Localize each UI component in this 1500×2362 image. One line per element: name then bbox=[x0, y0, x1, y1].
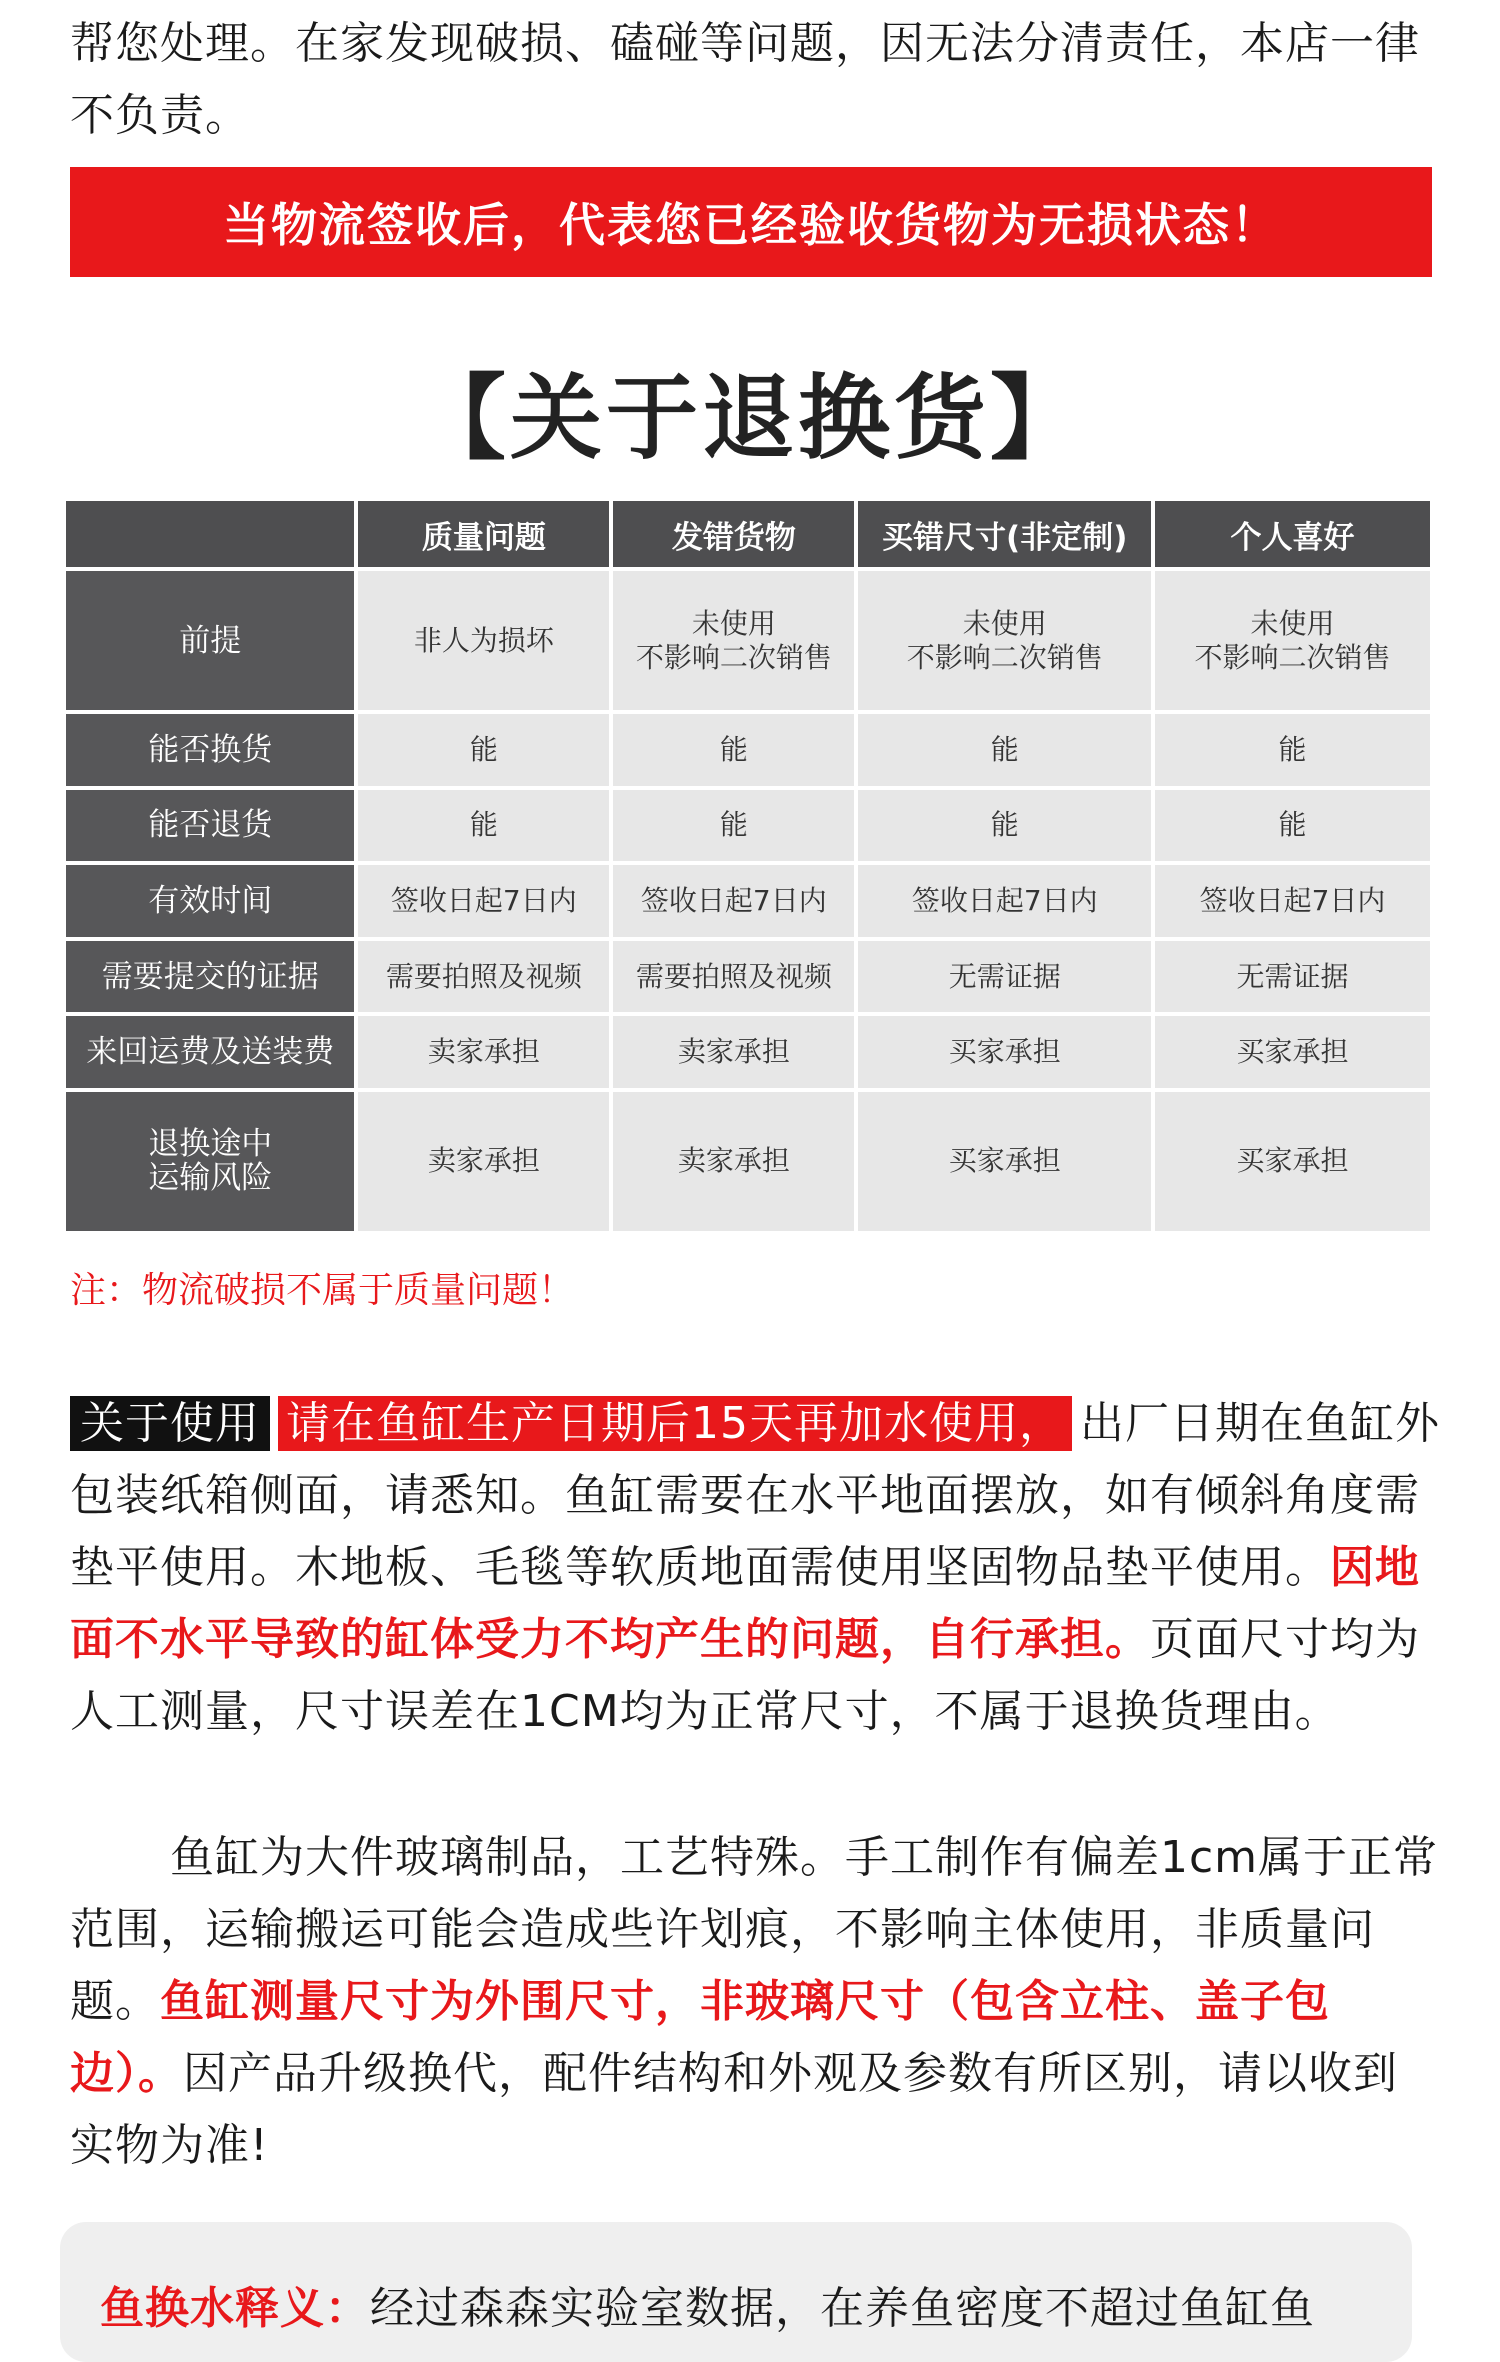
row-header: 前提 bbox=[66, 571, 354, 710]
tip-label: 鱼换水释义： bbox=[100, 2283, 370, 2334]
table-cell: 买家承担 bbox=[1155, 1016, 1430, 1088]
table-cell: 无需证据 bbox=[858, 941, 1151, 1013]
table-cell: 签收日起7日内 bbox=[1155, 865, 1430, 937]
table-cell: 能 bbox=[1155, 714, 1430, 786]
returns-heading: 【关于退换货】 bbox=[413, 365, 1086, 472]
usage-warning: 因地面不水平导致的缸体受力不均产生的问题，自行承担。 bbox=[70, 1542, 1420, 1665]
size-paragraph bbox=[70, 1822, 1440, 2182]
row-header: 有效时间 bbox=[66, 865, 354, 937]
intro-text: 帮您处理。在家发现破损、磕碰等问题，因无法分清责任，本店一律不负责。 bbox=[70, 18, 1420, 141]
usage-text-2: 页面尺寸均为人工测量，尺寸误差在1CM均为正常尺寸，不属于退换货理由。 bbox=[70, 1614, 1420, 1737]
table-row bbox=[66, 714, 1430, 786]
usage-paragraph bbox=[70, 1388, 1440, 1748]
inspection-banner bbox=[70, 167, 1432, 277]
table-body bbox=[66, 571, 1430, 1231]
table-cell: 签收日起7日内 bbox=[858, 865, 1151, 937]
table-cell: 买家承担 bbox=[858, 1092, 1151, 1231]
table-cell: 非人为损坏 bbox=[358, 571, 609, 710]
size-text: 鱼缸为大件玻璃制品，工艺特殊。手工制作有偏差1cm属于正常范围，运输搬运可能会造成些许划痕，不影响主体使用，非质量问题。 bbox=[70, 1832, 1439, 2027]
table-cell: 能 bbox=[358, 714, 609, 786]
table-cell: 无需证据 bbox=[1155, 941, 1430, 1013]
table-cell: 签收日起7日内 bbox=[613, 865, 854, 937]
table-row bbox=[66, 1016, 1430, 1088]
row-header: 能否换货 bbox=[66, 714, 354, 786]
table-cell: 能 bbox=[358, 790, 609, 862]
table-cell: 能 bbox=[613, 714, 854, 786]
row-header: 退换途中 运输风险 bbox=[66, 1092, 354, 1231]
returns-table bbox=[62, 497, 1434, 1235]
table-cell: 卖家承担 bbox=[613, 1016, 854, 1088]
table-cell: 卖家承担 bbox=[613, 1092, 854, 1231]
table-row bbox=[66, 941, 1430, 1013]
inspection-banner-text: 当物流签收后，代表您已经验收货物为无损状态！ bbox=[223, 198, 1279, 252]
water-change-tip bbox=[60, 2222, 1412, 2362]
column-header: 发错货物 bbox=[613, 501, 854, 567]
table-cell: 能 bbox=[858, 790, 1151, 862]
column-header: 个人喜好 bbox=[1155, 501, 1430, 567]
table-cell: 能 bbox=[613, 790, 854, 862]
table-row bbox=[66, 571, 1430, 710]
usage-tag: 关于使用 bbox=[70, 1396, 270, 1451]
table-cell: 买家承担 bbox=[858, 1016, 1151, 1088]
size-warning: 鱼缸测量尺寸为外围尺寸，非玻璃尺寸（包含立柱、盖子包边）。 bbox=[70, 1976, 1330, 2099]
column-header: 质量问题 bbox=[358, 501, 609, 567]
usage-text: 出厂日期在鱼缸外包装纸箱侧面，请悉知。鱼缸需要在水平地面摆放，如有倾斜角度需垫平使用。木地板、毛毯等软质地面需使用坚固物品垫平使用。 bbox=[70, 1398, 1440, 1593]
table-cell: 能 bbox=[858, 714, 1151, 786]
tip-text: 经过森森实验室数据，在养鱼密度不超过鱼缸鱼 bbox=[370, 2283, 1315, 2334]
table-row bbox=[66, 1092, 1430, 1231]
column-header: 买错尺寸(非定制) bbox=[858, 501, 1151, 567]
table-cell: 未使用 不影响二次销售 bbox=[858, 571, 1151, 710]
usage-highlight: 请在鱼缸生产日期后15天再加水使用， bbox=[278, 1396, 1072, 1451]
table-cell: 未使用 不影响二次销售 bbox=[1155, 571, 1430, 710]
table-corner-cell bbox=[66, 501, 354, 567]
row-header: 能否退货 bbox=[66, 790, 354, 862]
size-text-2: 因产品升级换代，配件结构和外观及参数有所区别，请以收到实物为准! bbox=[70, 2048, 1398, 2171]
logistics-note: 注：物流破损不属于质量问题！ bbox=[70, 1270, 575, 1311]
table-cell: 签收日起7日内 bbox=[358, 865, 609, 937]
table-row bbox=[66, 865, 1430, 937]
table-cell: 能 bbox=[1155, 790, 1430, 862]
table-cell: 需要拍照及视频 bbox=[358, 941, 609, 1013]
table-cell: 卖家承担 bbox=[358, 1092, 609, 1231]
table-row bbox=[66, 790, 1430, 862]
table-cell: 需要拍照及视频 bbox=[613, 941, 854, 1013]
row-header: 需要提交的证据 bbox=[66, 941, 354, 1013]
table-cell: 未使用 不影响二次销售 bbox=[613, 571, 854, 710]
table-header-row bbox=[66, 501, 1430, 567]
table-cell: 卖家承担 bbox=[358, 1016, 609, 1088]
intro-paragraph bbox=[70, 8, 1440, 152]
row-header: 来回运费及送装费 bbox=[66, 1016, 354, 1088]
table-cell: 买家承担 bbox=[1155, 1092, 1430, 1231]
